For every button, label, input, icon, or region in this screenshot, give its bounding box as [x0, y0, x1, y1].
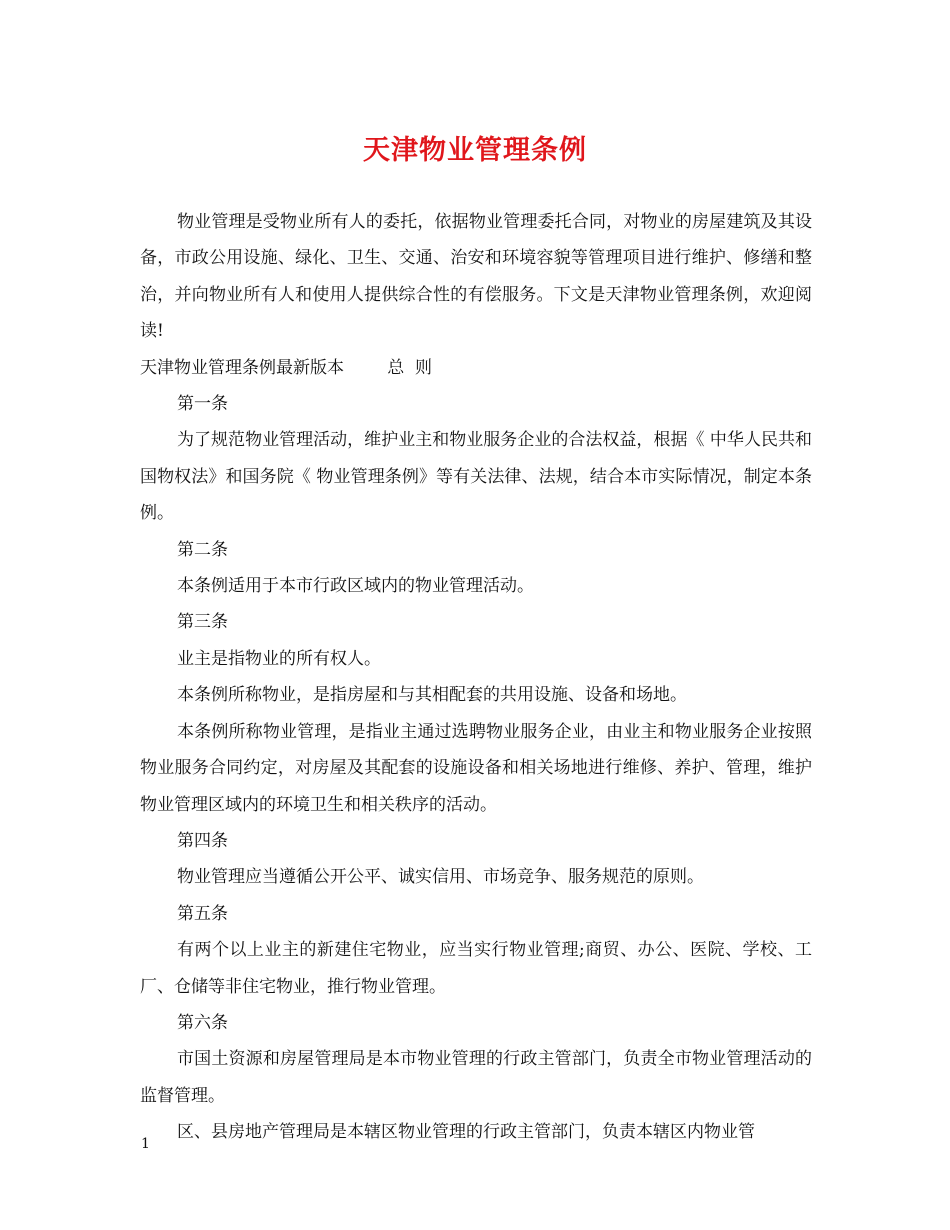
- page-number: 1: [141, 1136, 150, 1152]
- document-title: 天津物业管理条例: [363, 135, 587, 166]
- article-paragraph: 本条例所称物业管理，是指业主通过选聘物业服务企业，由业主和物业服务企业按照物业服务合同约定，对房屋及其配套的设施设备和相关场地进行维修、养护、管理，维护物业管理区域内的环境卫生和相关秩序的活动。: [140, 721, 812, 815]
- article-paragraph: 有两个以上业主的新建住宅物业，应当实行物业管理;商贸、办公、医院、学校、工厂、仓储等非住宅物业，推行物业管理。: [140, 940, 812, 997]
- article-paragraph: 本条例所称物业，是指房屋和与其相配套的共用设施、设备和场地。: [177, 685, 687, 706]
- document-body: [140, 204, 812, 1151]
- article-paragraph: 业主是指物业的所有权人。: [177, 648, 381, 669]
- article-paragraph: 物业管理应当遵循公开公平、诚实信用、市场竞争、服务规范的原则。: [177, 867, 704, 888]
- article-number: 第四条: [177, 830, 228, 851]
- article-paragraph: 区、县房地产管理局是本辖区物业管理的行政主管部门，负责本辖区内物业管: [177, 1122, 755, 1143]
- article-paragraph: 市国土资源和房屋管理局是本市物业管理的行政主管部门，负责全市物业管理活动的监督管理。: [140, 1049, 812, 1106]
- article-list: [140, 386, 812, 1151]
- section-heading: 天津物业管理条例最新版本 总 则: [140, 357, 433, 378]
- article-number: 第三条: [177, 612, 228, 633]
- intro-paragraph: 物业管理是受物业所有人的委托，依据物业管理委托合同，对物业的房屋建筑及其设备，市政公用设施、绿化、卫生、交通、治安和环境容貌等管理项目进行维护、修缮和整治，并向物业所有人和使用人提供综合性的有偿服务。下文是天津物业管理条例，欢迎阅读!: [140, 212, 812, 342]
- article-number: 第五条: [177, 903, 228, 924]
- article-paragraph: 为了规范物业管理活动，维护业主和物业服务企业的合法权益，根据《 中华人民共和国物权法》和国务院《 物业管理条例》等有关法律、法规，结合本市实际情况，制定本条例。: [140, 430, 812, 524]
- article-number: 第二条: [177, 539, 228, 560]
- article-paragraph: 本条例适用于本市行政区域内的物业管理活动。: [177, 576, 534, 597]
- article-number: 第六条: [177, 1012, 228, 1033]
- article-number: 第一条: [177, 394, 228, 415]
